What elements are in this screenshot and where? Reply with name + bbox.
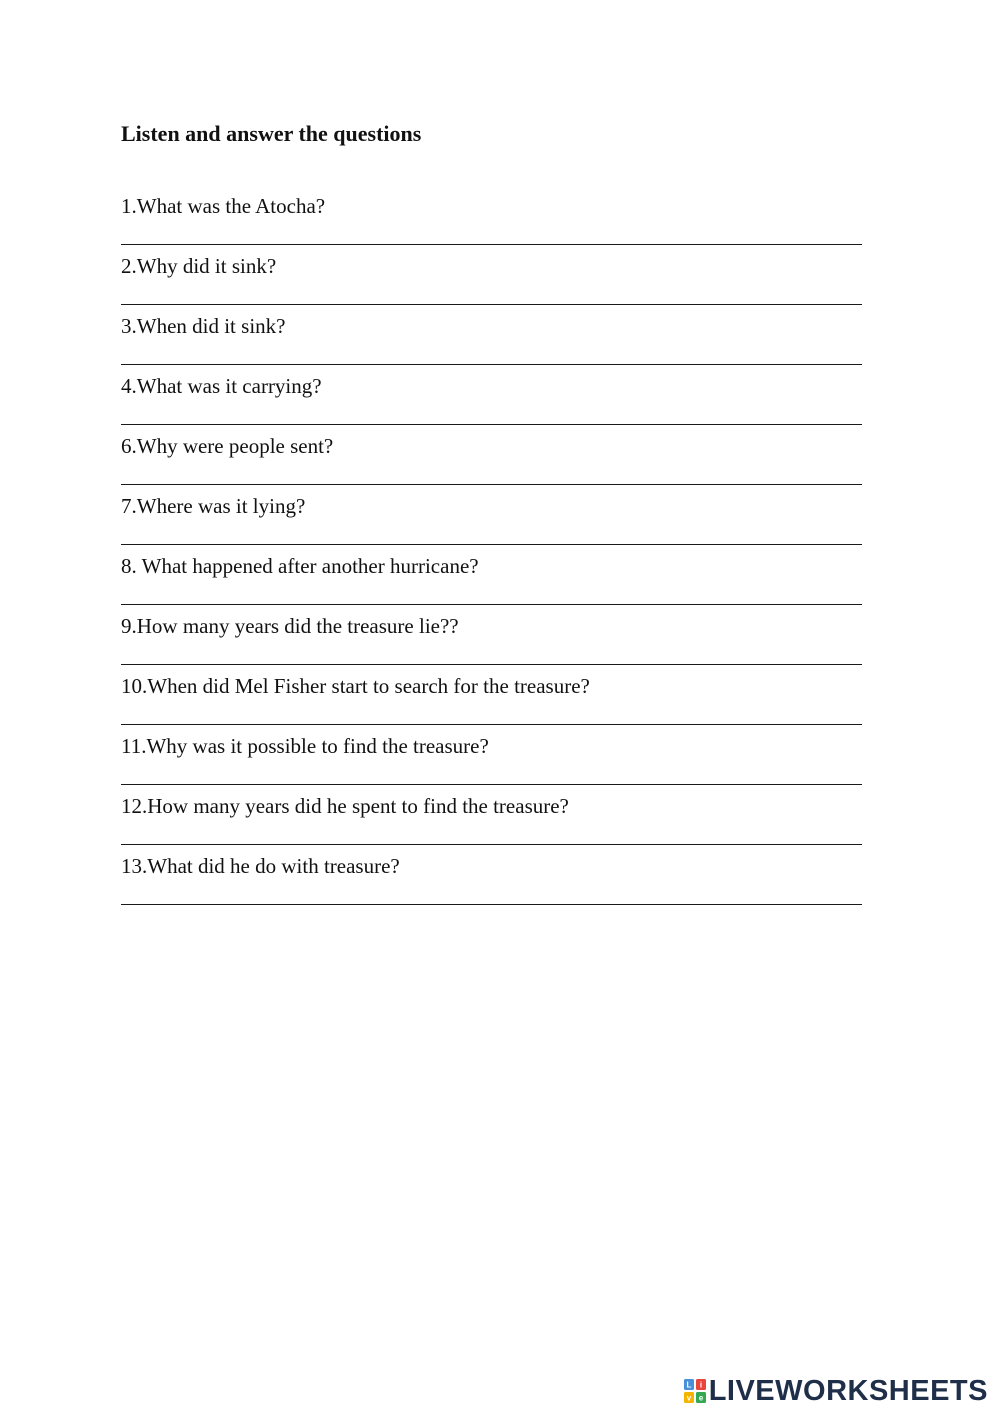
answer-line[interactable] bbox=[121, 304, 862, 305]
worksheet-title: Listen and answer the questions bbox=[121, 121, 422, 146]
question-list bbox=[121, 191, 862, 911]
answer-line[interactable] bbox=[121, 904, 862, 905]
question-text: 8. What happened after another hurricane? bbox=[121, 554, 479, 578]
question-item bbox=[121, 491, 862, 551]
question-item bbox=[121, 851, 862, 911]
question-item bbox=[121, 431, 862, 491]
question-item bbox=[121, 191, 862, 251]
svg-text:e: e bbox=[698, 1393, 703, 1403]
question-text: 9.How many years did the treasure lie?? bbox=[121, 614, 459, 638]
question-item bbox=[121, 551, 862, 611]
svg-text:v: v bbox=[686, 1393, 691, 1403]
question-item bbox=[121, 611, 862, 671]
question-text: 12.How many years did he spent to find the treasure? bbox=[121, 794, 569, 818]
question-item bbox=[121, 671, 862, 731]
answer-line[interactable] bbox=[121, 244, 862, 245]
question-text: 1.What was the Atocha? bbox=[121, 194, 326, 218]
question-item bbox=[121, 371, 862, 431]
answer-line[interactable] bbox=[121, 484, 862, 485]
question-item bbox=[121, 251, 862, 311]
question-text: 7.Where was it lying? bbox=[121, 494, 306, 518]
liveworksheets-brand[interactable] bbox=[684, 1374, 988, 1408]
liveworksheets-logo-icon bbox=[684, 1379, 706, 1403]
answer-line[interactable] bbox=[121, 544, 862, 545]
question-text: 6.Why were people sent? bbox=[121, 434, 334, 458]
brand-text: LIVEWORKSHEETS bbox=[708, 1375, 988, 1407]
answer-line[interactable] bbox=[121, 844, 862, 845]
question-text: 4.What was it carrying? bbox=[121, 374, 322, 398]
answer-line[interactable] bbox=[121, 664, 862, 665]
answer-line[interactable] bbox=[121, 424, 862, 425]
question-text: 13.What did he do with treasure? bbox=[121, 854, 400, 878]
question-text: 3.When did it sink? bbox=[121, 314, 286, 338]
question-item bbox=[121, 731, 862, 791]
question-text: 10.When did Mel Fisher start to search for the treasure? bbox=[121, 674, 590, 698]
answer-line[interactable] bbox=[121, 364, 862, 365]
question-text: 11.Why was it possible to find the treasure? bbox=[121, 734, 489, 758]
answer-line[interactable] bbox=[121, 604, 862, 605]
svg-text:i: i bbox=[699, 1380, 702, 1390]
question-text: 2.Why did it sink? bbox=[121, 254, 277, 278]
question-item bbox=[121, 311, 862, 371]
svg-text:L: L bbox=[686, 1380, 692, 1390]
answer-line[interactable] bbox=[121, 724, 862, 725]
answer-line[interactable] bbox=[121, 784, 862, 785]
question-item bbox=[121, 791, 862, 851]
